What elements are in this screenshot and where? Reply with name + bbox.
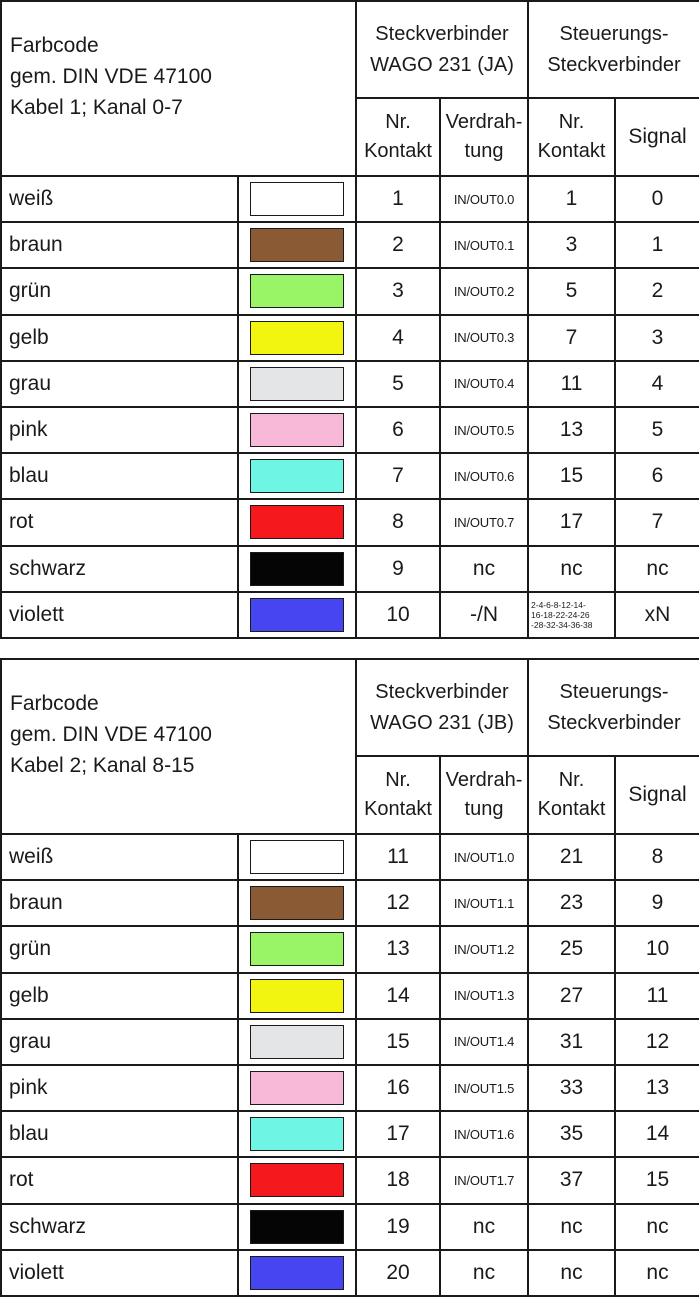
color-swatch bbox=[250, 1117, 344, 1151]
wiring: nc bbox=[440, 1204, 528, 1250]
controller-contact-number: 31 bbox=[528, 1019, 615, 1065]
wiring: nc bbox=[440, 1250, 528, 1296]
color-swatch-cell bbox=[238, 499, 356, 545]
color-code-table-cable-1 bbox=[0, 0, 699, 639]
color-swatch-cell bbox=[238, 1157, 356, 1203]
color-swatch bbox=[250, 1025, 344, 1059]
color-swatch-cell bbox=[238, 361, 356, 407]
color-swatch bbox=[250, 321, 344, 355]
signal: nc bbox=[615, 546, 699, 592]
color-name: gelb bbox=[1, 973, 238, 1019]
header-line: Nr. bbox=[385, 769, 411, 791]
controller-contact-number: 5 bbox=[528, 268, 615, 314]
table-row bbox=[1, 499, 699, 545]
contact-number: 17 bbox=[356, 1111, 440, 1157]
wiring: IN/OUT0.0 bbox=[440, 176, 528, 222]
controller-contact-number: nc bbox=[528, 546, 615, 592]
table-row bbox=[1, 973, 699, 1019]
contact-number: 18 bbox=[356, 1157, 440, 1203]
table-row bbox=[1, 361, 699, 407]
wiring: IN/OUT1.7 bbox=[440, 1157, 528, 1203]
contact-number: 8 bbox=[356, 499, 440, 545]
controller-contact-list bbox=[528, 592, 615, 638]
group-header-connector bbox=[356, 1, 528, 98]
controller-contact-number: 23 bbox=[528, 880, 615, 926]
signal: 14 bbox=[615, 1111, 699, 1157]
table-row bbox=[1, 592, 699, 638]
color-name: gelb bbox=[1, 315, 238, 361]
contact-number: 3 bbox=[356, 268, 440, 314]
wiring: IN/OUT1.3 bbox=[440, 973, 528, 1019]
header-line: Kontakt bbox=[364, 140, 432, 162]
color-name: rot bbox=[1, 499, 238, 545]
signal: 3 bbox=[615, 315, 699, 361]
color-swatch bbox=[250, 598, 344, 632]
group-header-controller bbox=[528, 659, 699, 756]
contact-number: 20 bbox=[356, 1250, 440, 1296]
header-line: tung bbox=[464, 140, 504, 162]
controller-contact-number: 11 bbox=[528, 361, 615, 407]
signal: 8 bbox=[615, 834, 699, 880]
contact-number: 6 bbox=[356, 407, 440, 453]
wiring: nc bbox=[440, 546, 528, 592]
color-name: violett bbox=[1, 1250, 238, 1296]
signal: 5 bbox=[615, 407, 699, 453]
header-verdrahtung bbox=[440, 756, 528, 834]
color-code-table-cable-2 bbox=[0, 658, 699, 1297]
color-swatch-cell bbox=[238, 1250, 356, 1296]
color-swatch-cell bbox=[238, 546, 356, 592]
color-swatch bbox=[250, 886, 344, 920]
color-swatch-cell bbox=[238, 176, 356, 222]
header-nr-kontakt bbox=[356, 756, 440, 834]
group-header-line: Steuerungs- bbox=[559, 22, 669, 45]
header-line: Nr. bbox=[558, 111, 585, 133]
signal: 13 bbox=[615, 1065, 699, 1111]
group-header-line: WAGO 231 (JB) bbox=[370, 711, 514, 734]
contact-number: 1 bbox=[356, 176, 440, 222]
signal: 12 bbox=[615, 1019, 699, 1065]
color-name: violett bbox=[1, 592, 238, 638]
color-name: weiß bbox=[1, 834, 238, 880]
wiring: IN/OUT0.5 bbox=[440, 407, 528, 453]
color-name: grau bbox=[1, 1019, 238, 1065]
group-header-connector bbox=[356, 659, 528, 756]
controller-contact-number: 37 bbox=[528, 1157, 615, 1203]
table-title bbox=[1, 1, 356, 176]
color-swatch bbox=[250, 1210, 344, 1244]
color-swatch bbox=[250, 1163, 344, 1197]
color-swatch-cell bbox=[238, 222, 356, 268]
wiring: IN/OUT1.6 bbox=[440, 1111, 528, 1157]
title-line: Farbcode bbox=[10, 34, 99, 57]
color-swatch bbox=[250, 932, 344, 966]
group-header-line: Steckverbinder bbox=[547, 53, 681, 76]
header-line: Verdrah- bbox=[445, 769, 523, 791]
color-swatch bbox=[250, 505, 344, 539]
color-swatch-cell bbox=[238, 268, 356, 314]
header-line: Kontakt bbox=[364, 798, 432, 820]
group-header-controller bbox=[528, 1, 699, 98]
color-swatch-cell bbox=[238, 1111, 356, 1157]
contact-list-line: -28-32-34-36-38 bbox=[531, 619, 593, 630]
color-name: schwarz bbox=[1, 546, 238, 592]
contact-number: 10 bbox=[356, 592, 440, 638]
color-name: grau bbox=[1, 361, 238, 407]
table-row bbox=[1, 834, 699, 880]
table-row bbox=[1, 453, 699, 499]
contact-number: 15 bbox=[356, 1019, 440, 1065]
wiring: IN/OUT0.1 bbox=[440, 222, 528, 268]
title-line: Kabel 1; Kanal 0-7 bbox=[10, 96, 183, 119]
color-swatch-cell bbox=[238, 880, 356, 926]
color-name: grün bbox=[1, 268, 238, 314]
color-swatch-cell bbox=[238, 407, 356, 453]
color-name: weiß bbox=[1, 176, 238, 222]
controller-contact-number: 33 bbox=[528, 1065, 615, 1111]
color-swatch bbox=[250, 413, 344, 447]
table-row bbox=[1, 222, 699, 268]
controller-contact-number: 15 bbox=[528, 453, 615, 499]
wiring: IN/OUT0.7 bbox=[440, 499, 528, 545]
color-swatch bbox=[250, 459, 344, 493]
controller-contact-number: 17 bbox=[528, 499, 615, 545]
color-swatch bbox=[250, 1071, 344, 1105]
color-swatch-cell bbox=[238, 926, 356, 972]
color-swatch bbox=[250, 228, 344, 262]
color-name: pink bbox=[1, 407, 238, 453]
color-swatch-cell bbox=[238, 592, 356, 638]
color-swatch-cell bbox=[238, 453, 356, 499]
header-signal: Signal bbox=[615, 98, 699, 176]
contact-number: 2 bbox=[356, 222, 440, 268]
controller-contact-number: 13 bbox=[528, 407, 615, 453]
header-line: Nr. bbox=[385, 111, 411, 133]
signal: 15 bbox=[615, 1157, 699, 1203]
table-title bbox=[1, 659, 356, 834]
color-name: blau bbox=[1, 453, 238, 499]
title-line: gem. DIN VDE 47100 bbox=[10, 723, 212, 746]
color-swatch bbox=[250, 1256, 344, 1290]
controller-contact-number: 3 bbox=[528, 222, 615, 268]
signal: 6 bbox=[615, 453, 699, 499]
header-nr-kontakt bbox=[356, 98, 440, 176]
contact-number: 19 bbox=[356, 1204, 440, 1250]
color-name: rot bbox=[1, 1157, 238, 1203]
signal: 1 bbox=[615, 222, 699, 268]
controller-contact-number: 35 bbox=[528, 1111, 615, 1157]
color-swatch bbox=[250, 274, 344, 308]
header-line: Verdrah- bbox=[445, 111, 523, 133]
color-swatch-cell bbox=[238, 834, 356, 880]
table-row bbox=[1, 1019, 699, 1065]
contact-number: 11 bbox=[356, 834, 440, 880]
contact-number: 14 bbox=[356, 973, 440, 1019]
header-line: Kontakt bbox=[537, 798, 606, 820]
table-row bbox=[1, 315, 699, 361]
signal: 10 bbox=[615, 926, 699, 972]
signal: xN bbox=[615, 592, 699, 638]
color-swatch-cell bbox=[238, 973, 356, 1019]
contact-list-line: 2-4-6-8-12-14- bbox=[531, 599, 586, 610]
header-line: Nr. bbox=[558, 769, 585, 791]
contact-number: 7 bbox=[356, 453, 440, 499]
wiring: IN/OUT1.5 bbox=[440, 1065, 528, 1111]
title-line: gem. DIN VDE 47100 bbox=[10, 65, 212, 88]
group-header-line: Steckverbinder bbox=[375, 680, 509, 703]
signal: 0 bbox=[615, 176, 699, 222]
table-row bbox=[1, 176, 699, 222]
wiring: IN/OUT0.2 bbox=[440, 268, 528, 314]
table-row bbox=[1, 546, 699, 592]
wiring: IN/OUT0.4 bbox=[440, 361, 528, 407]
color-swatch bbox=[250, 552, 344, 586]
controller-contact-number: 27 bbox=[528, 973, 615, 1019]
signal: 9 bbox=[615, 880, 699, 926]
color-name: blau bbox=[1, 1111, 238, 1157]
controller-contact-number: nc bbox=[528, 1250, 615, 1296]
group-header-line: Steckverbinder bbox=[375, 22, 509, 45]
signal: nc bbox=[615, 1204, 699, 1250]
header-signal: Signal bbox=[615, 756, 699, 834]
contact-number: 12 bbox=[356, 880, 440, 926]
header-line: tung bbox=[464, 798, 504, 820]
color-name: pink bbox=[1, 1065, 238, 1111]
group-header-line: WAGO 231 (JA) bbox=[370, 53, 514, 76]
wiring: IN/OUT1.0 bbox=[440, 834, 528, 880]
signal: 4 bbox=[615, 361, 699, 407]
contact-number: 5 bbox=[356, 361, 440, 407]
table-row bbox=[1, 880, 699, 926]
controller-contact-number: 25 bbox=[528, 926, 615, 972]
controller-contact-number: 21 bbox=[528, 834, 615, 880]
controller-contact-number: nc bbox=[528, 1204, 615, 1250]
wiring: -/N bbox=[440, 592, 528, 638]
signal: 7 bbox=[615, 499, 699, 545]
color-swatch bbox=[250, 182, 344, 216]
contact-number: 9 bbox=[356, 546, 440, 592]
wiring: IN/OUT1.4 bbox=[440, 1019, 528, 1065]
wiring: IN/OUT1.2 bbox=[440, 926, 528, 972]
table-row bbox=[1, 1204, 699, 1250]
color-swatch-cell bbox=[238, 1065, 356, 1111]
controller-contact-number: 1 bbox=[528, 176, 615, 222]
color-swatch bbox=[250, 840, 344, 874]
contact-number: 16 bbox=[356, 1065, 440, 1111]
header-nr-kontakt-controller bbox=[528, 98, 615, 176]
color-name: grün bbox=[1, 926, 238, 972]
header-verdrahtung bbox=[440, 98, 528, 176]
header-nr-kontakt-controller bbox=[528, 756, 615, 834]
table-row bbox=[1, 1250, 699, 1296]
title-line: Kabel 2; Kanal 8-15 bbox=[10, 754, 195, 777]
group-header-line: Steuerungs- bbox=[559, 680, 669, 703]
color-swatch-cell bbox=[238, 1204, 356, 1250]
color-swatch-cell bbox=[238, 1019, 356, 1065]
signal: nc bbox=[615, 1250, 699, 1296]
signal: 2 bbox=[615, 268, 699, 314]
title-line: Farbcode bbox=[10, 692, 99, 715]
color-swatch-cell bbox=[238, 315, 356, 361]
color-name: schwarz bbox=[1, 1204, 238, 1250]
color-swatch bbox=[250, 979, 344, 1013]
group-header-line: Steckverbinder bbox=[547, 711, 681, 734]
table-row bbox=[1, 1065, 699, 1111]
signal: 11 bbox=[615, 973, 699, 1019]
table-row bbox=[1, 926, 699, 972]
contact-number: 13 bbox=[356, 926, 440, 972]
wiring: IN/OUT0.3 bbox=[440, 315, 528, 361]
controller-contact-number: 7 bbox=[528, 315, 615, 361]
contact-list-line: 16-18-22-24-26 bbox=[531, 609, 590, 620]
wiring: IN/OUT0.6 bbox=[440, 453, 528, 499]
color-name: braun bbox=[1, 880, 238, 926]
wiring: IN/OUT1.1 bbox=[440, 880, 528, 926]
contact-number: 4 bbox=[356, 315, 440, 361]
color-swatch bbox=[250, 367, 344, 401]
header-line: Kontakt bbox=[537, 140, 606, 162]
table-row bbox=[1, 268, 699, 314]
table-row bbox=[1, 1157, 699, 1203]
table-row bbox=[1, 1111, 699, 1157]
table-row bbox=[1, 407, 699, 453]
color-name: braun bbox=[1, 222, 238, 268]
